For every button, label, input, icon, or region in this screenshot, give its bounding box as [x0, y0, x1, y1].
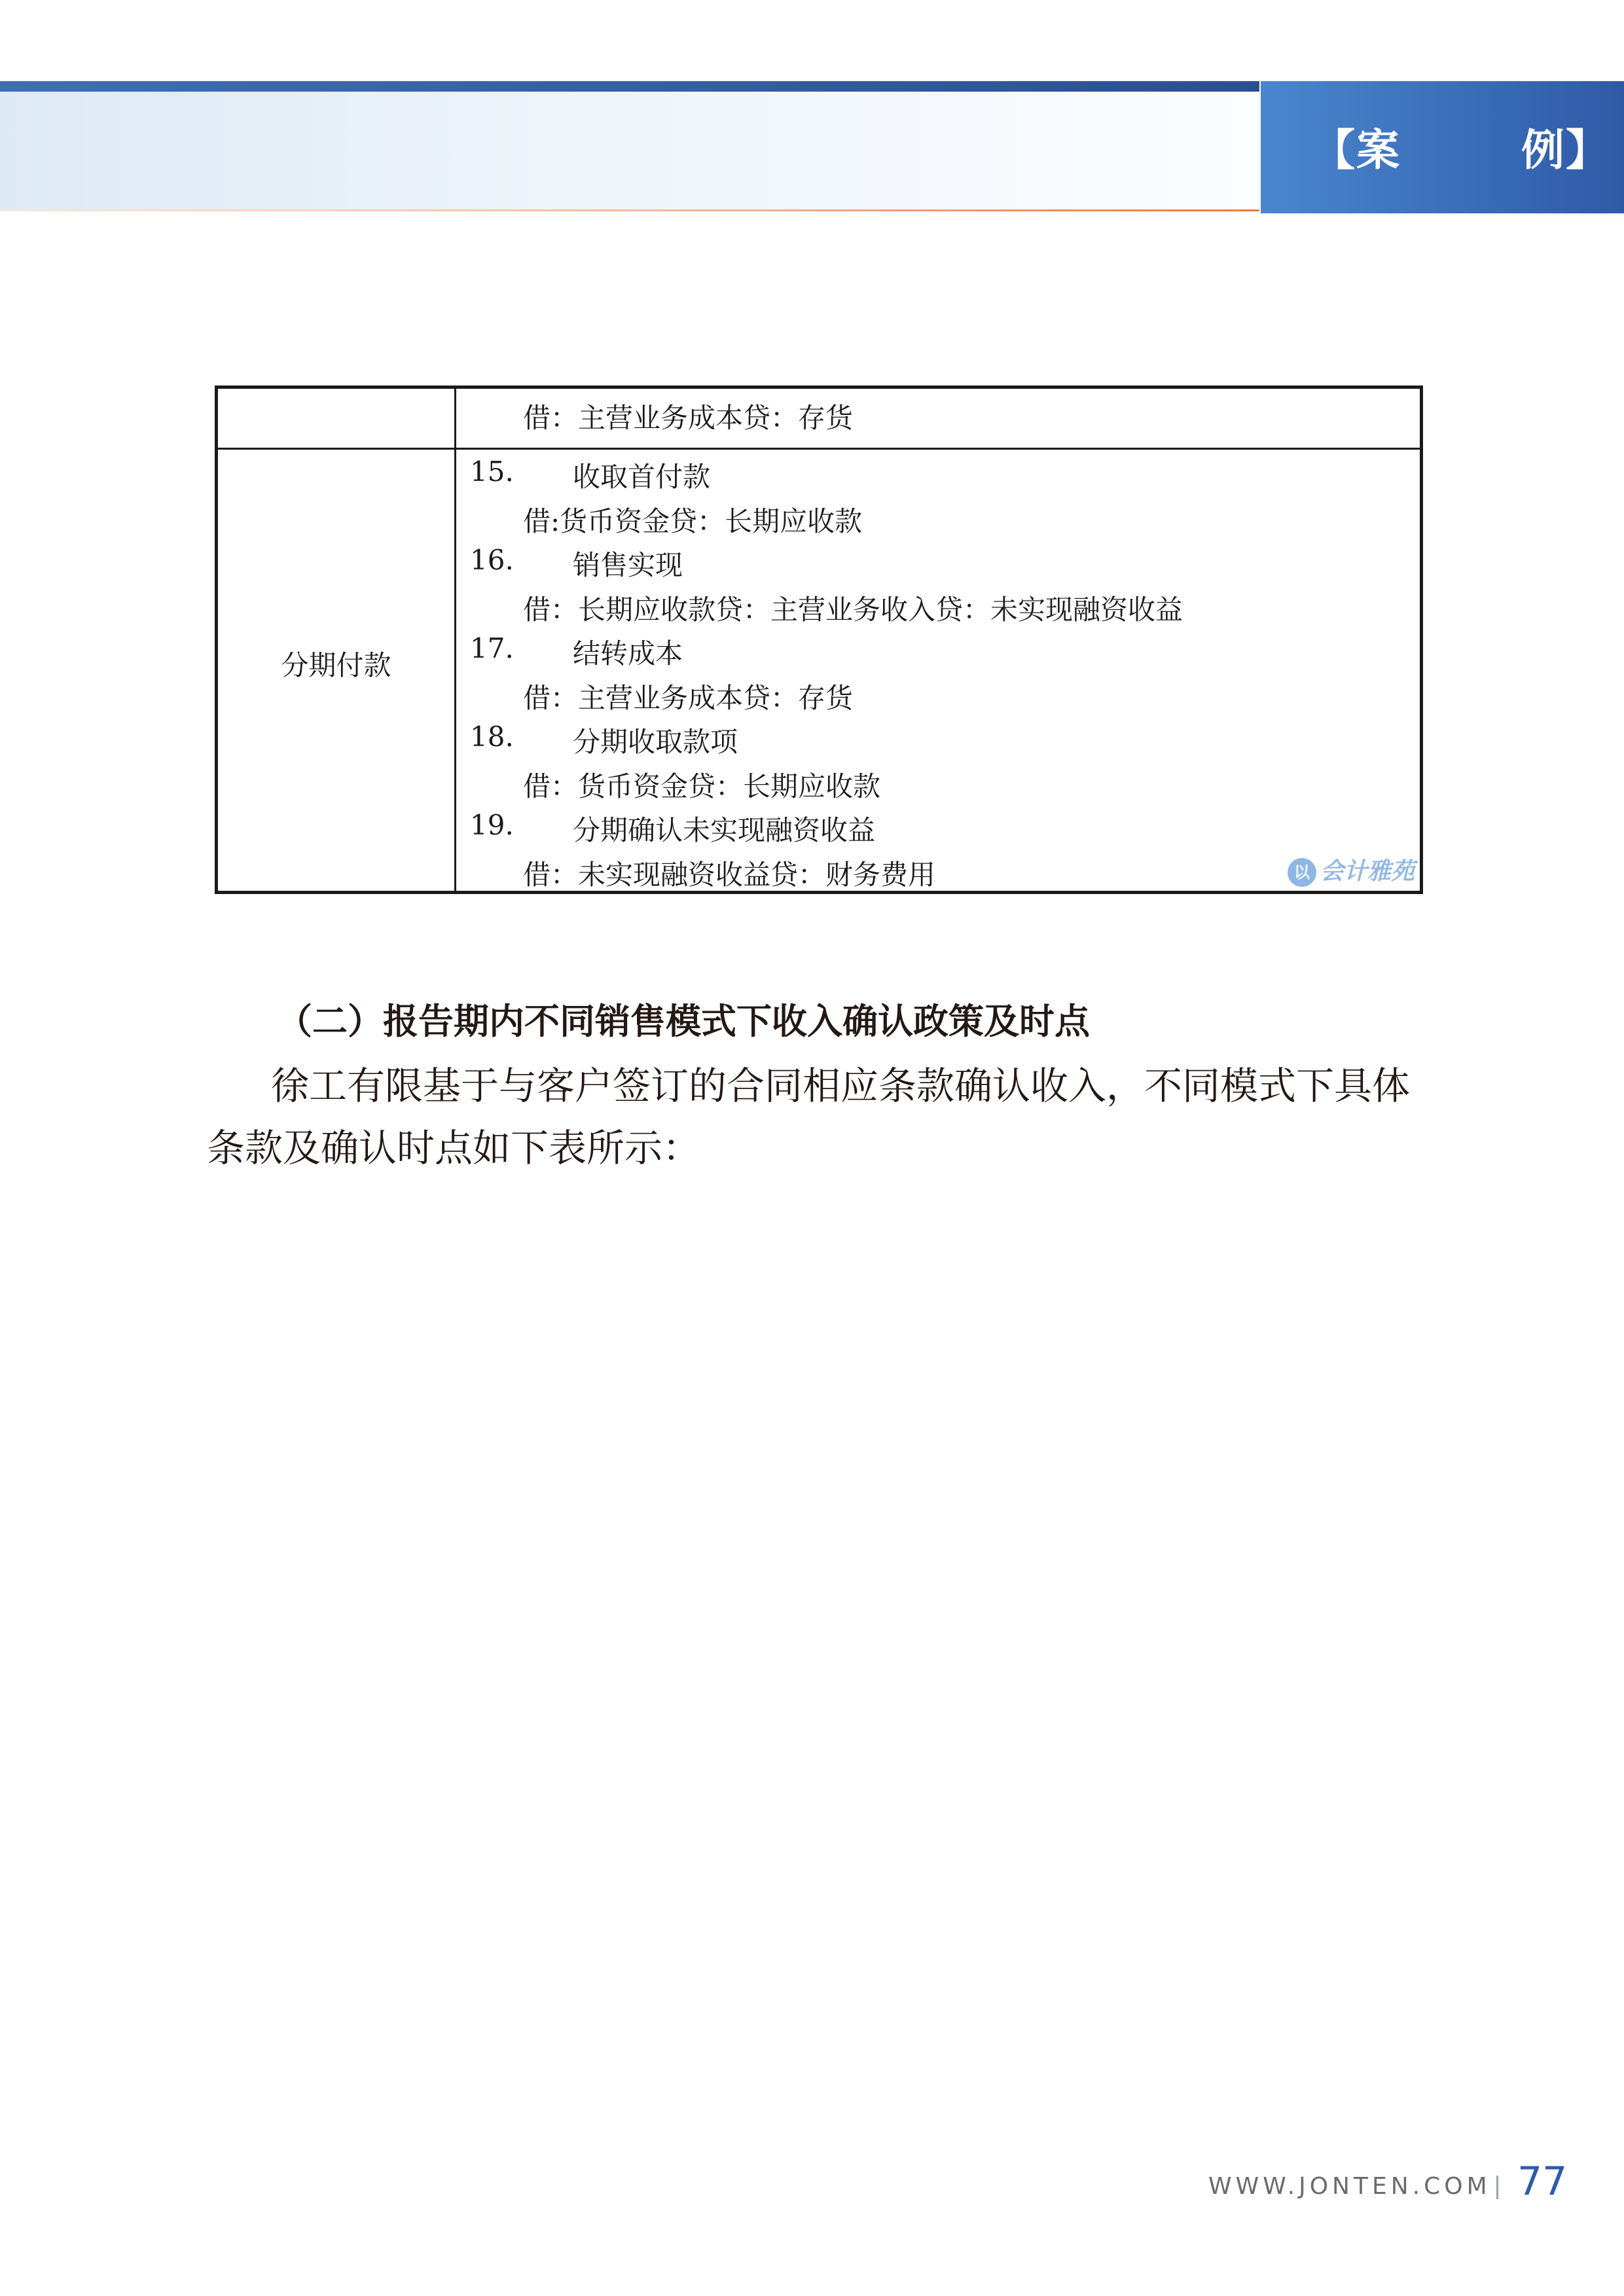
- entry-title: 收取首付款: [573, 461, 711, 493]
- entry-number: 16.: [470, 544, 514, 576]
- entry-journal: 借：货币资金贷：长期应收款: [523, 770, 881, 802]
- entry-number: 19.: [470, 809, 514, 841]
- entry-number: 17.: [470, 632, 514, 664]
- tab-label-char-1: 案: [1356, 124, 1399, 175]
- section-heading: （二）报告期内不同销售模式下收入确认政策及时点: [277, 1001, 1090, 1042]
- header-band: [0, 92, 1259, 211]
- accounting-table: [215, 386, 1423, 894]
- header-top-rule: [0, 81, 1259, 92]
- entry-number: 15.: [470, 456, 514, 488]
- entry-title: 销售实现: [573, 549, 683, 581]
- body-paragraph-line-2: 条款及确认时点如下表所示：: [207, 1126, 701, 1170]
- category-label: 分期付款: [281, 649, 391, 681]
- section-tab: [1261, 81, 1624, 213]
- watermark-icon: 以: [1288, 858, 1316, 887]
- entry-number: 18.: [470, 721, 514, 753]
- header-accent-rule: [0, 209, 1259, 211]
- footer-website: WWW.JONTEN.COM: [1208, 2173, 1491, 2200]
- top-row-entry: 借：主营业务成本贷：存货: [523, 402, 854, 434]
- tab-bracket-open: 【: [1312, 124, 1355, 175]
- entry-journal: 借：未实现融资收益贷：财务费用: [523, 859, 936, 891]
- footer-divider: [1496, 2176, 1498, 2199]
- body-paragraph-line-1: 徐工有限基于与客户签订的合同相应条款确认收入，不同模式下具体: [271, 1064, 1411, 1108]
- tab-bracket-close: 】: [1566, 124, 1609, 175]
- entry-title: 分期收取款项: [573, 726, 738, 758]
- watermark-text: 会计雅苑: [1320, 858, 1415, 885]
- page-number: 77: [1517, 2159, 1568, 2204]
- tab-label-char-2: 例: [1521, 124, 1564, 175]
- entry-title: 分期确认未实现融资收益: [573, 814, 876, 846]
- entry-journal: 借:货币资金贷：长期应收款: [523, 505, 863, 537]
- entry-journal: 借：主营业务成本贷：存货: [523, 682, 854, 714]
- table-row-divider: [218, 448, 1420, 450]
- watermark-logo: [1288, 853, 1415, 887]
- entry-title: 结转成本: [573, 637, 683, 670]
- entry-journal: 借：长期应收款贷：主营业务收入贷：未实现融资收益: [523, 594, 1183, 626]
- table-column-divider: [454, 389, 456, 891]
